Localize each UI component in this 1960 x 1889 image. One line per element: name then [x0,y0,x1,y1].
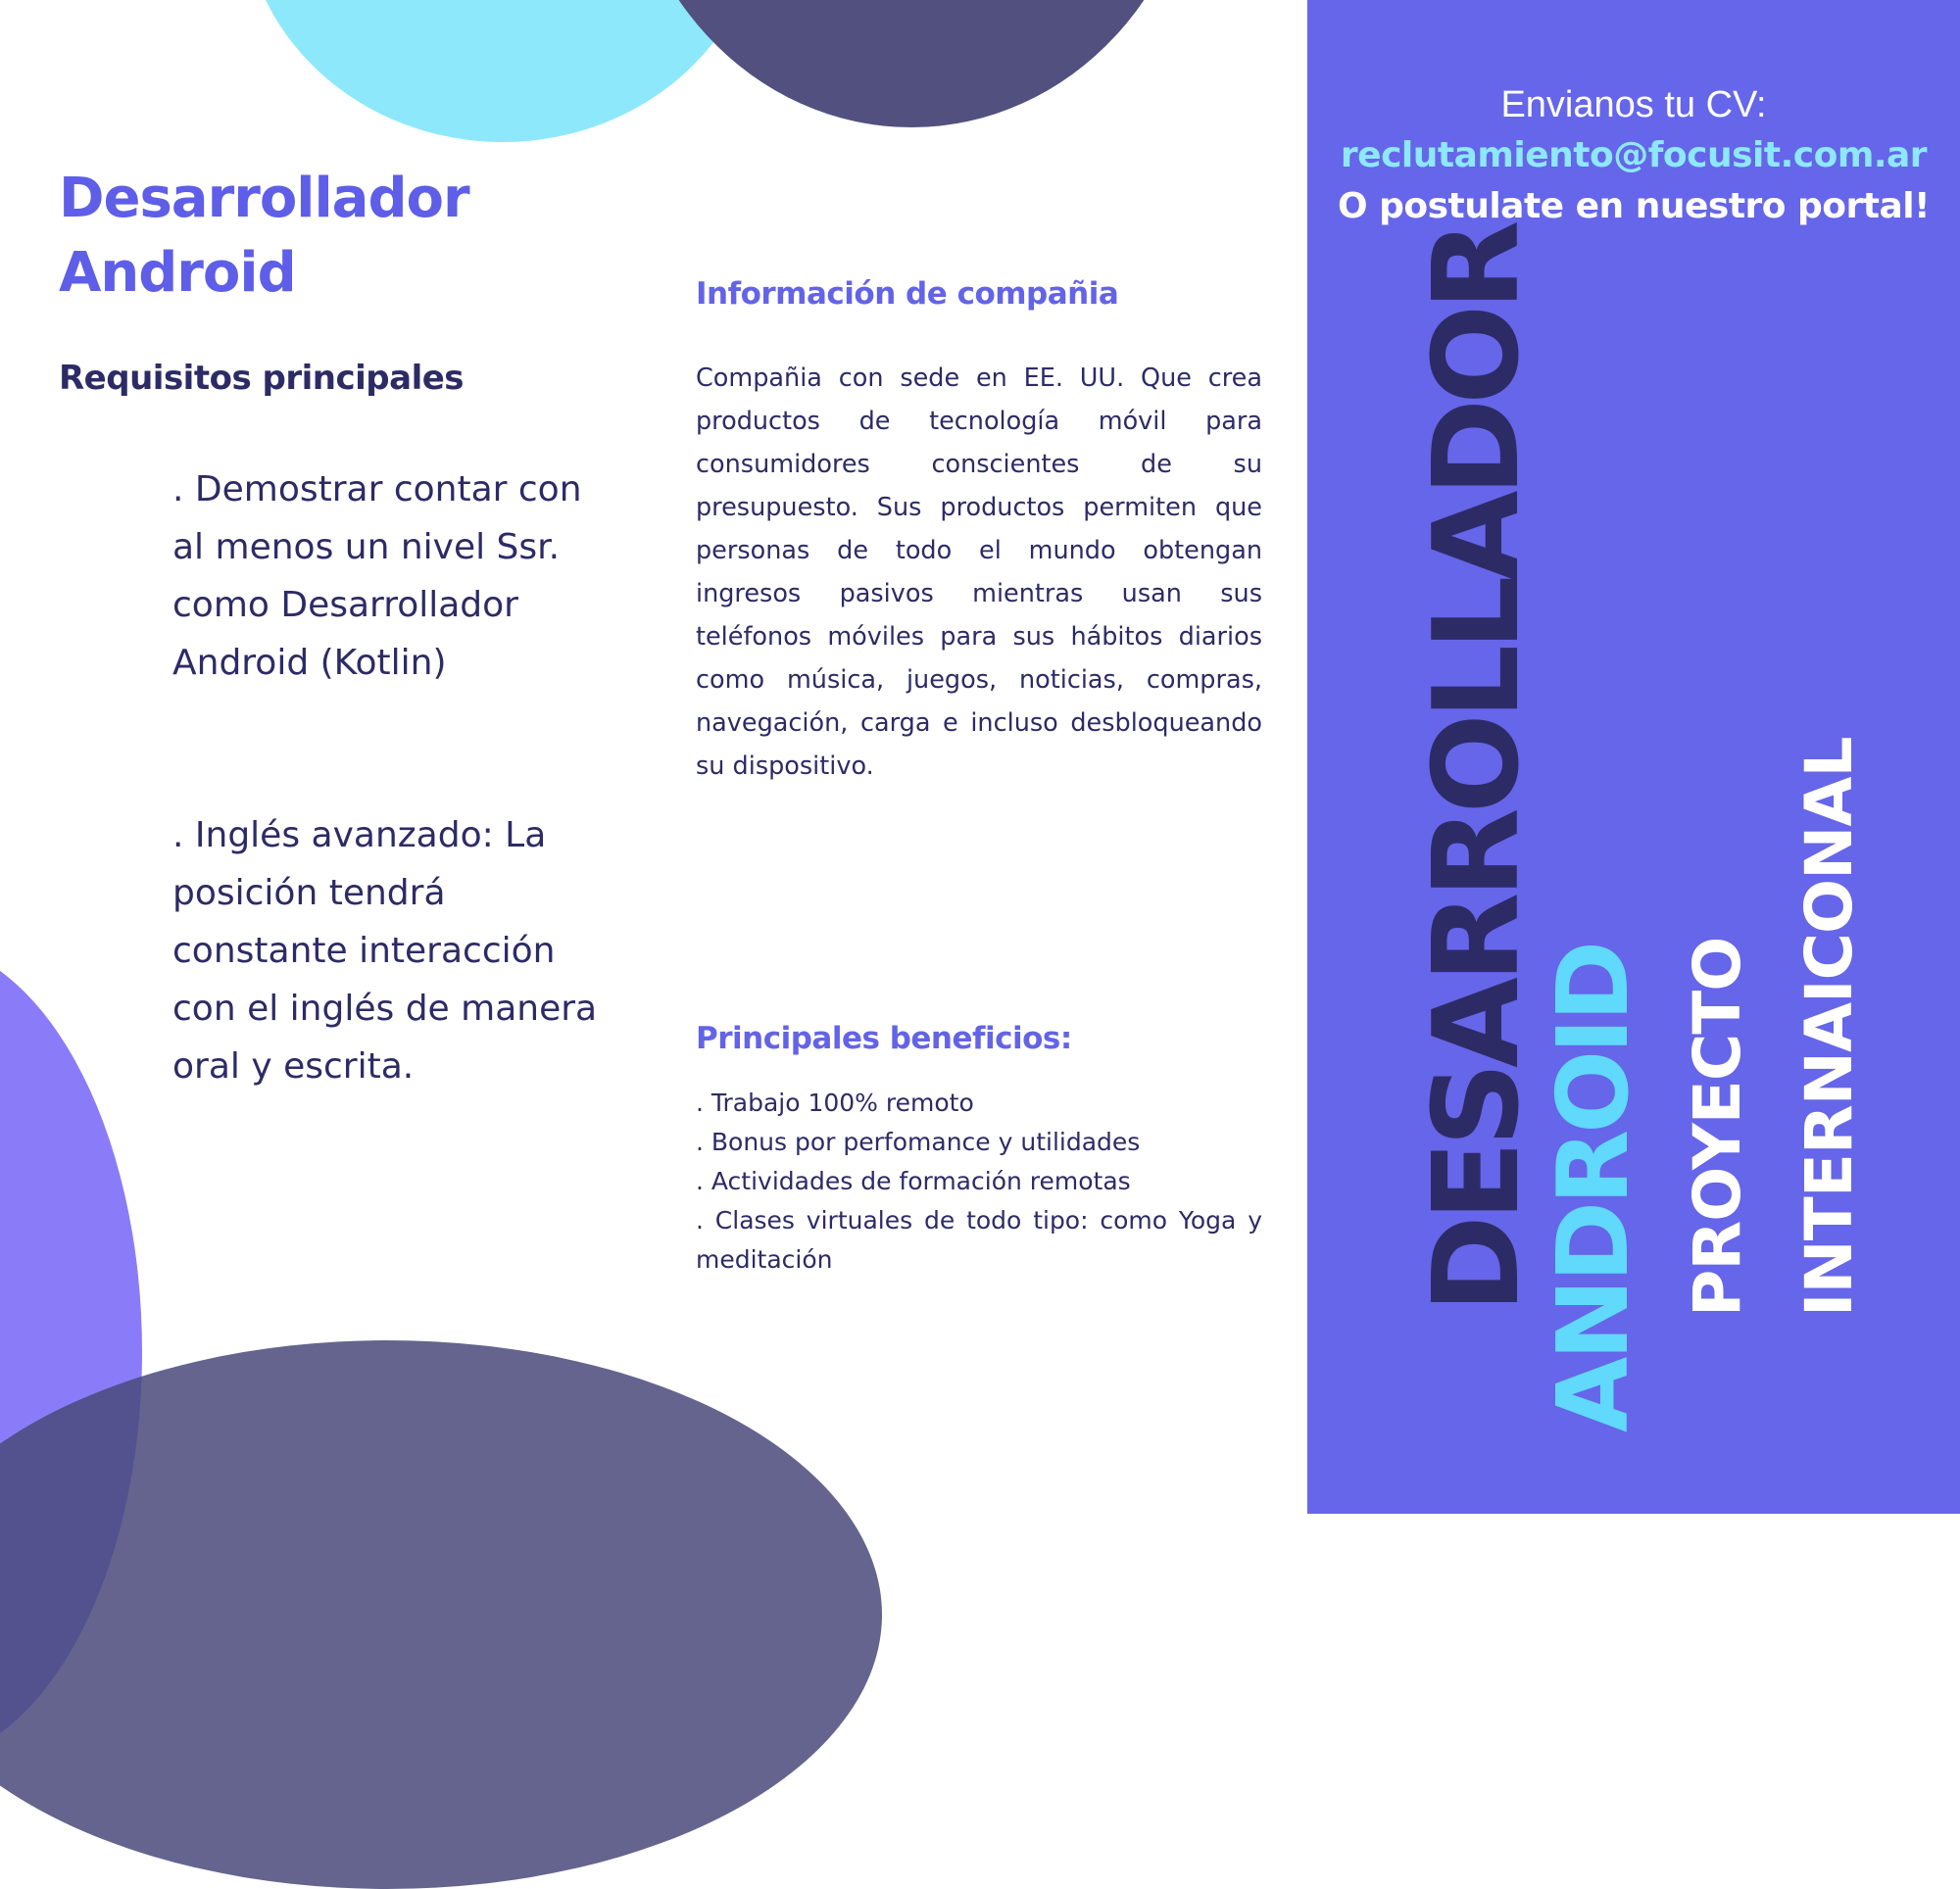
decorative-circle-cyan [243,0,762,142]
benefits-list [696,1084,1262,1280]
requirement-item: . Demostrar contar con al menos un nivel Ssr. como Desarrollador Android (Kotlin) [172,469,582,683]
benefit-item: . Bonus por perfomance y utilidades [696,1128,1141,1156]
benefit-item: . Clases virtuales de todo tipo: como Yoga y meditación [696,1206,1262,1274]
requirement-item: . Inglés avanzado: La posición tendrá constante interacción con el inglés de manera oral y escrita. [172,815,598,1087]
decorative-circle-navy-top [622,0,1200,127]
vertical-title-desarrollador: DESARROLLADOR [1409,225,1545,1313]
cv-label: Envianos tu CV: [1500,84,1767,125]
vertical-title-internacional: INTERNAICONAL [1791,737,1867,1317]
benefit-item: . Trabajo 100% remoto [696,1089,974,1117]
company-info-body: Compañia con sede en EE. UU. Que crea productos de tecnología móvil para consumidores conscientes de su presupuesto. Sus productos permiten que personas de todo el mundo obtengan ingresos pasivos mientras usan sus teléfonos móviles para sus hábitos diarios como música, juegos, noticias, compras, navegación, carga e incluso desbloqueando su dispositivo. [696,363,1262,781]
requirements-heading: Requisitos principales [59,359,465,398]
benefit-item: . Actividades de formación remotas [696,1167,1131,1195]
job-title: Desarrollador Android [59,167,469,305]
benefits-heading: Principales beneficios: [696,1021,1072,1056]
portal-callout: O postulate en nuestro portal! [1337,186,1931,226]
vertical-title-proyecto: PROYECTO [1680,937,1755,1317]
decorative-circle-navy-bottom [0,1340,882,1889]
cv-email-link[interactable]: reclutamiento@focusit.com.ar [1340,135,1928,175]
vertical-title-android: ANDROID [1536,944,1650,1432]
company-info-heading: Información de compañia [696,276,1119,312]
